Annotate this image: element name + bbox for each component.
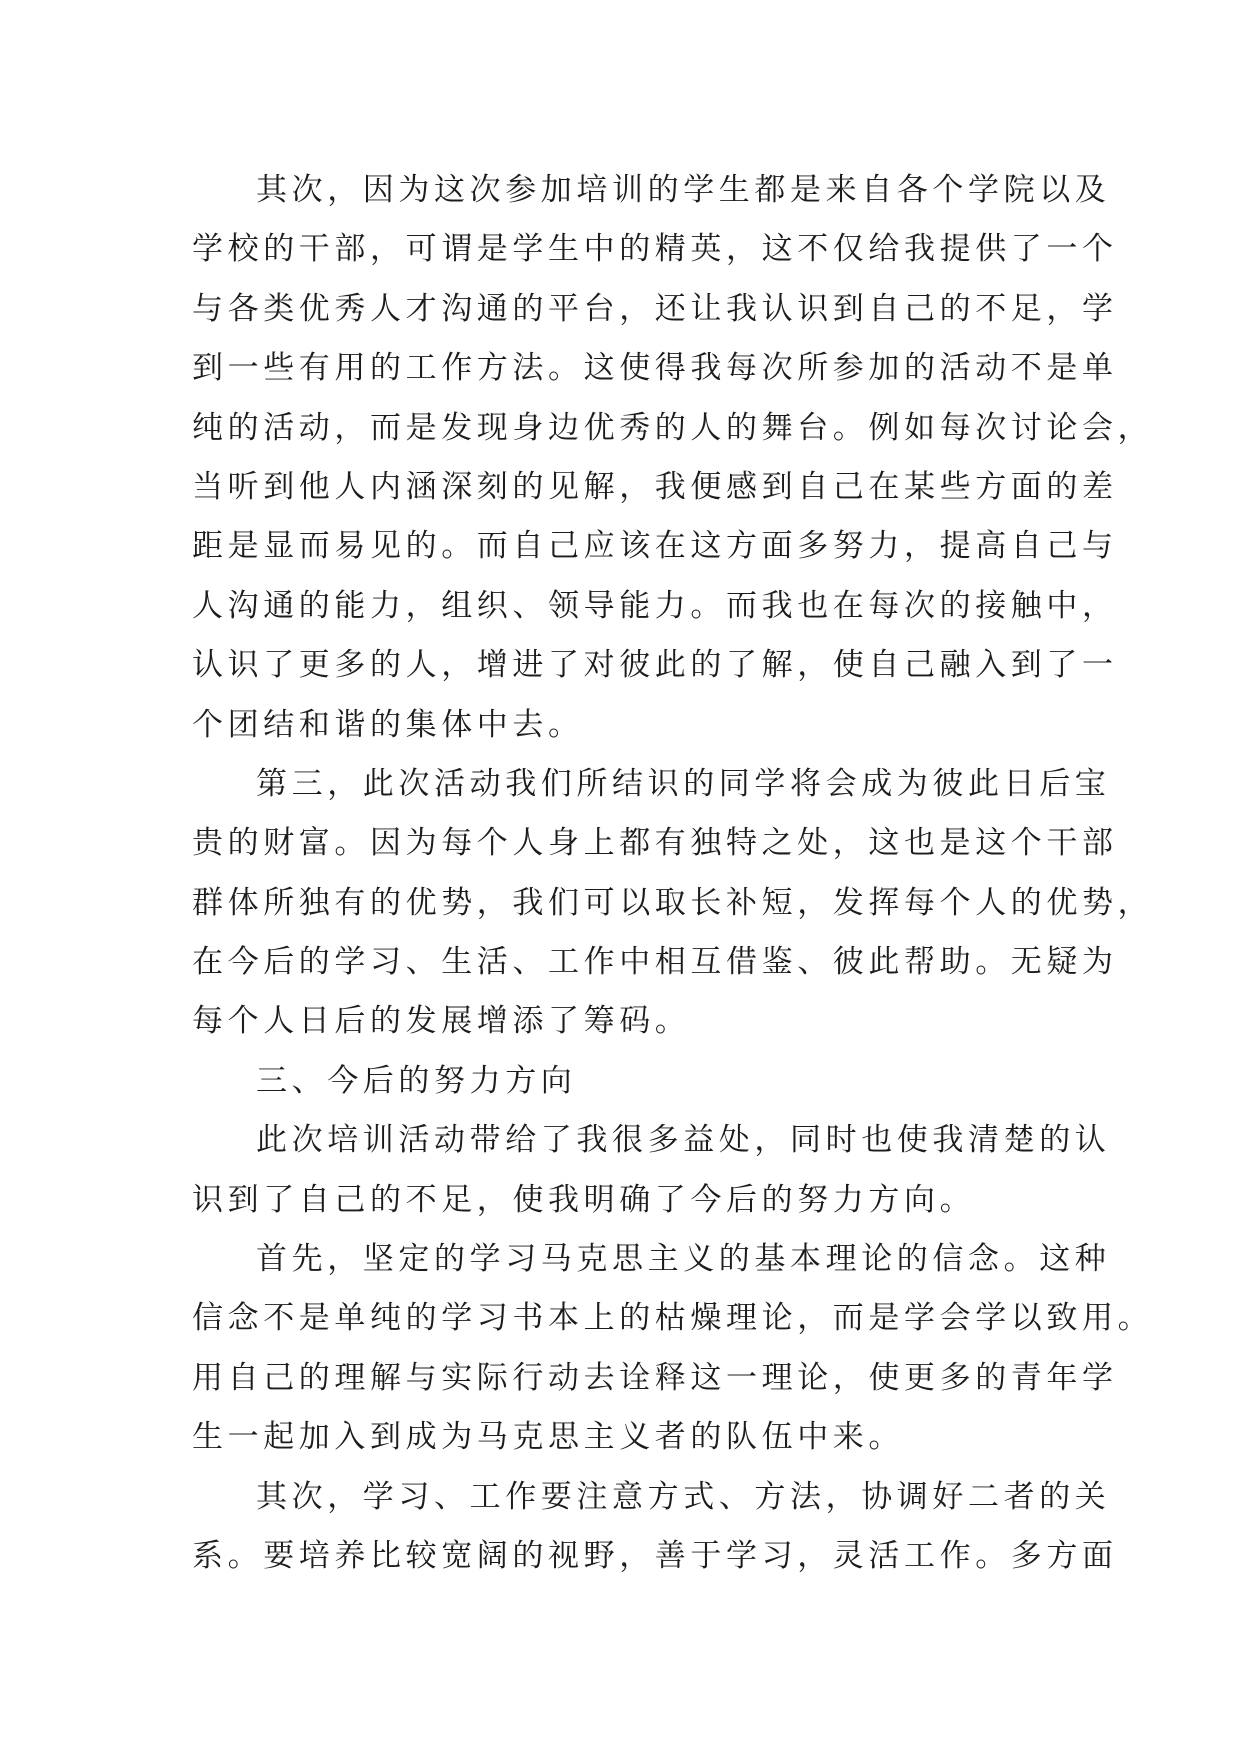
text-line: 系。要培养比较宽阔的视野，善于学习，灵活工作。多方面: [192, 1537, 1118, 1574]
body-text: [192, 161, 1154, 1586]
text-line: 首先，坚定的学习马克思主义的基本理论的信念。这种: [256, 1241, 1111, 1278]
text-line: 第三，此次活动我们所结识的同学将会成为彼此日后宝: [256, 765, 1111, 802]
text-line: 距是显而易见的。而自己应该在这方面多努力，提高自己与: [192, 528, 1118, 565]
text-line: 在今后的学习、生活、工作中相互借鉴、彼此帮助。无疑为: [192, 944, 1118, 981]
text-line: 个团结和谐的集体中去。: [192, 706, 584, 743]
text-line: 群体所独有的优势，我们可以取长补短，发挥每个人的优势，: [192, 884, 1154, 921]
text-line: 此次培训活动带给了我很多益处，同时也使我清楚的认: [256, 1122, 1111, 1159]
text-line: 每个人日后的发展增添了筹码。: [192, 1003, 691, 1040]
text-line: 纯的活动，而是发现身边优秀的人的舞台。例如每次讨论会，: [192, 409, 1154, 446]
text-line: 生一起加入到成为马克思主义者的队伍中来。: [192, 1419, 904, 1456]
text-line: 当听到他人内涵深刻的见解，我便感到自己在某些方面的差: [192, 468, 1118, 505]
text-line: 人沟通的能力，组织、领导能力。而我也在每次的接触中，: [192, 587, 1118, 624]
text-line: 识到了自己的不足，使我明确了今后的努力方向。: [192, 1181, 976, 1218]
text-line: 信念不是单纯的学习书本上的枯燥理论，而是学会学以致用。: [192, 1300, 1154, 1337]
text-line: 学校的干部，可谓是学生中的精英，这不仅给我提供了一个: [192, 231, 1118, 268]
section-heading: 三、今后的努力方向: [256, 1062, 577, 1099]
text-line: 用自己的理解与实际行动去诠释这一理论，使更多的青年学: [192, 1359, 1118, 1396]
text-line: 认识了更多的人，增进了对彼此的了解，使自己融入到了一: [192, 647, 1118, 684]
text-line: 其次，学习、工作要注意方式、方法，协调好二者的关: [256, 1478, 1111, 1515]
text-line: 到一些有用的工作方法。这使得我每次所参加的活动不是单: [192, 350, 1118, 387]
text-line: 其次，因为这次参加培训的学生都是来自各个学院以及: [256, 172, 1111, 208]
text-line: 贵的财富。因为每个人身上都有独特之处，这也是这个干部: [192, 825, 1118, 862]
text-line: 与各类优秀人才沟通的平台，还让我认识到自己的不足，学: [192, 290, 1118, 327]
